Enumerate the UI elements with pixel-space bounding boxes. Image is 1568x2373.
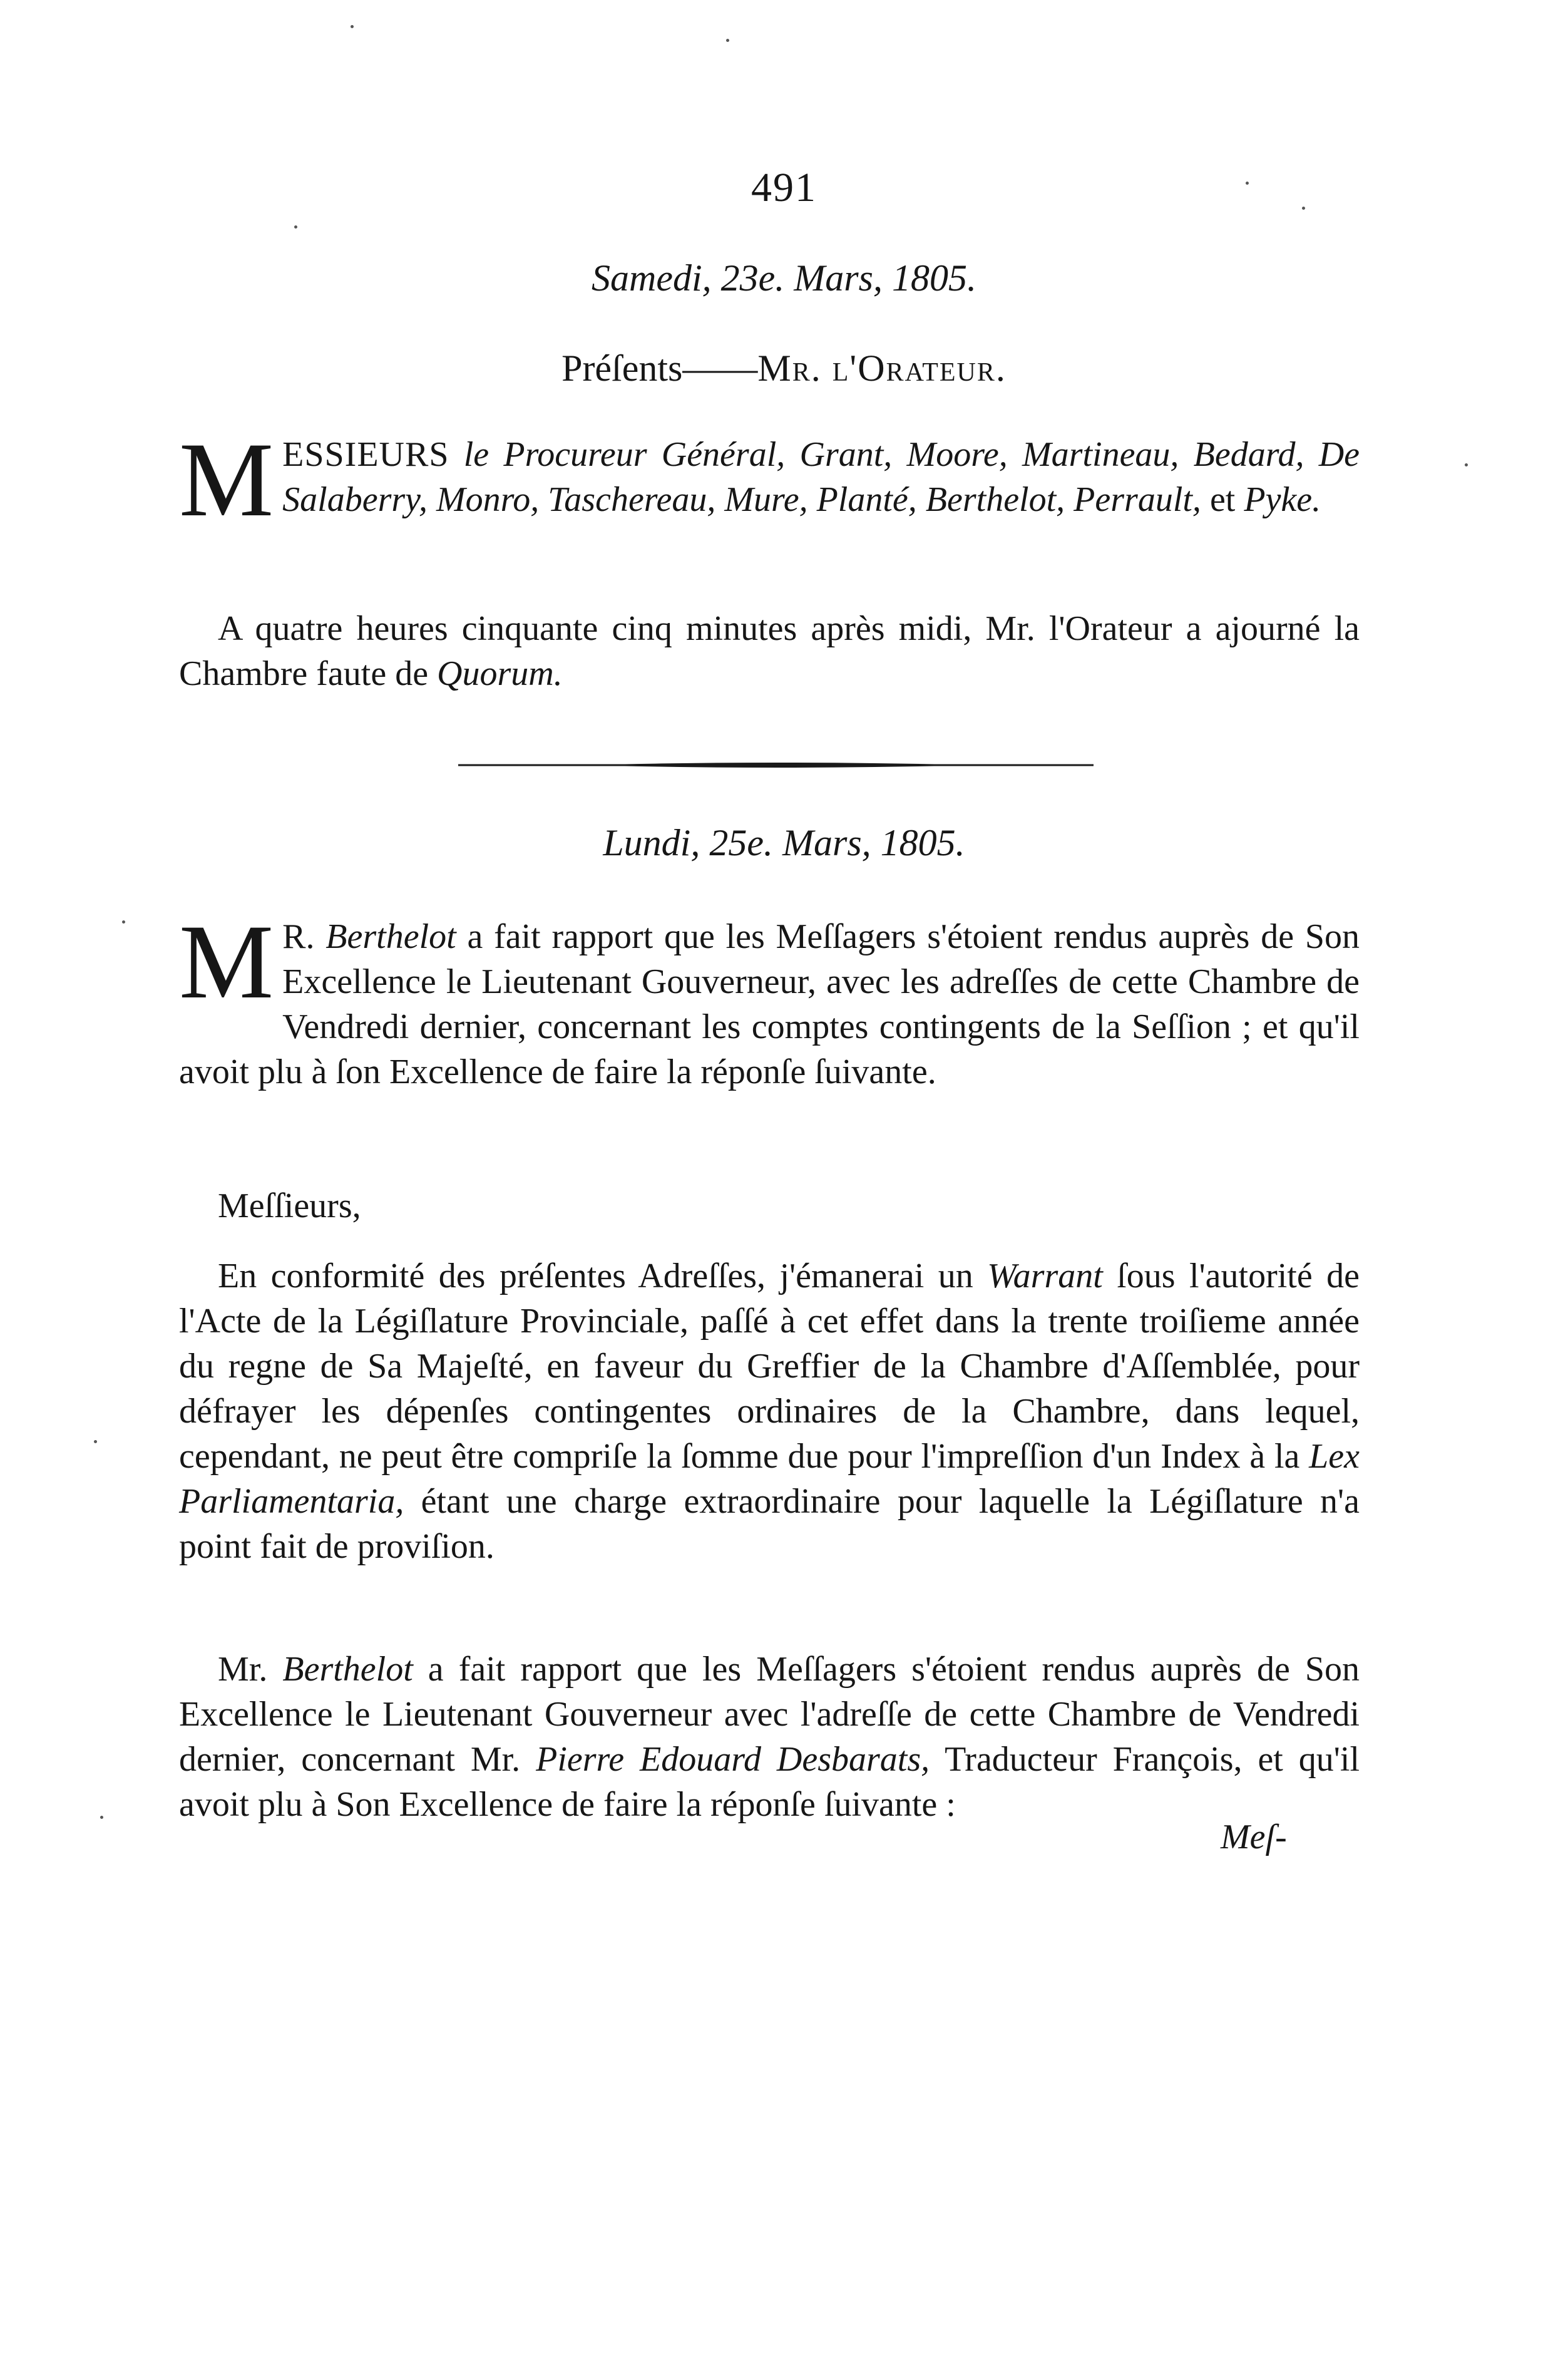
- reply-text-1: En conformité des préſentes Adreſſes, j'émanerai un: [218, 1257, 988, 1295]
- members-lead: ESSIEURS: [282, 435, 449, 474]
- section-divider-rule: [458, 761, 1094, 769]
- scan-speck: [122, 920, 125, 924]
- members-last-name: Pyke.: [1244, 480, 1321, 519]
- scan-speck: [351, 25, 354, 28]
- berthelot-report-paragraph-2: [179, 1647, 1360, 1827]
- berthelot-report-paragraph-1: [179, 903, 1360, 1094]
- adjournment-paragraph: [179, 606, 1360, 696]
- scan-speck: [1465, 463, 1468, 466]
- scan-speck: [294, 225, 297, 229]
- quorum-word: Quorum.: [437, 654, 563, 693]
- members-names: le Procureur Général, Grant, Moore, Martineau, Bedard, De Salaberry, Monro, Taschereau, Mure, Planté, Berthelot, Perrault,: [282, 435, 1360, 519]
- report1-name: Berthelot: [325, 917, 456, 956]
- drop-cap-2: M: [179, 903, 274, 1021]
- members-conjunction: et: [1201, 480, 1244, 519]
- attendance-heading: [0, 346, 1568, 391]
- report2-text-1: a fait rapport que les Meſſagers s'étoient rendus auprès de Son Excellence le Lieutenant Gouverneur avec l'adreſſe de cette Chambre de Vendredi dernier, concernant Mr.: [179, 1650, 1360, 1779]
- reply-warrant: Warrant: [987, 1257, 1103, 1295]
- page-number: 491: [751, 165, 817, 210]
- report2-lead: Mr.: [218, 1650, 283, 1689]
- scan-speck: [94, 1440, 97, 1443]
- governor-reply-paragraph: [179, 1253, 1360, 1569]
- present-label: Préſents: [561, 347, 683, 389]
- reply-lex-parliamentaria: Lex Parliamentaria,: [179, 1437, 1360, 1521]
- sitting-date-monday: Lundi, 25e. Mars, 1805.: [603, 822, 965, 863]
- report1-text: a fait rapport que les Meſſagers s'étoient rendus auprès de Son Excellence le Lieutenant Gouverneur, avec les adreſſes de cette Chambre de Vendredi dernier, concernant les comptes contingents de la Seſſion ; et qu'il avoit plu à ſon Excellence de faire la réponſe ſuivante.: [179, 917, 1360, 1091]
- adjournment-text: A quatre heures cinquante cinq minutes après midi, Mr. l'Orateur a ajourné la Chambre faute de: [179, 609, 1360, 693]
- members-present-paragraph: [179, 421, 1360, 538]
- reply-text-3: étant une charge extraordinaire pour laquelle la Légiſlature n'a point fait de proviſion.: [179, 1482, 1360, 1566]
- report2-name: Berthelot: [282, 1650, 413, 1689]
- present-dash: ——: [682, 347, 758, 389]
- divider-ornament: [458, 761, 1094, 769]
- catchword: Meſ-: [1221, 1818, 1287, 1856]
- sitting-date-saturday: Samedi, 23e. Mars, 1805.: [592, 257, 976, 299]
- scan-speck: [100, 1816, 103, 1819]
- drop-cap: M: [179, 421, 274, 538]
- report1-lead: R.: [282, 917, 326, 956]
- report2-text-2: Traducteur François, et qu'il avoit plu à Son Excellence de faire la réponſe ſuivante :: [179, 1740, 1360, 1824]
- report2-person: Pierre Edouard Desbarats,: [536, 1740, 930, 1779]
- scan-speck: [1302, 207, 1305, 210]
- reply-salutation: Meſſieurs,: [218, 1186, 361, 1225]
- scan-speck: [1246, 182, 1249, 185]
- reply-text-2: ſous l'autorité de l'Acte de la Légiſlature Provinciale, paſſé à cet effet dans la trente troiſieme année du regne de Sa Majeſté, en faveur du Greffier de la Chambre d'Aſſemblée, pour défrayer les dépenſes contingentes ordinaires de la Chambre, dans lequel, cependant, ne peut être compriſe la ſomme due pour l'impreſſion d'un Index à la: [179, 1257, 1360, 1476]
- present-speaker: Mr. l'Orateur.: [757, 347, 1007, 389]
- scan-speck: [726, 39, 729, 42]
